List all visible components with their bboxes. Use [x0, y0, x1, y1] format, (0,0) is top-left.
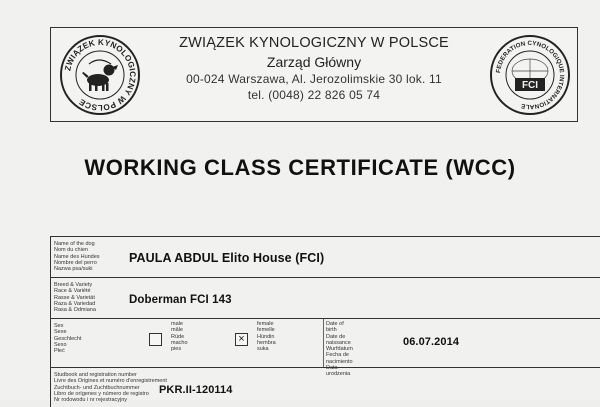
- breed-row: [50, 277, 600, 318]
- organization-name: ZWIĄZEK KYNOLOGICZNY W POLSCE: [179, 35, 449, 51]
- studbook-value: PKR.II-120114: [159, 384, 233, 396]
- studbook-labels: Studbook and registration number Livre des Origines et numéro d'enregistrement Zuchtbuch- und Zuchtbuchnummer Libro de orígenes y número de registro Nr rodowodu i nr rejestracyjny: [54, 372, 167, 404]
- organization-phone: tel. (0048) 22 826 05 74: [247, 88, 381, 102]
- male-checkbox[interactable]: [149, 333, 162, 346]
- header-box: [50, 27, 578, 122]
- organization-address: 00-024 Warszawa, Al. Jerozolimskie 30 lok. 11: [186, 72, 442, 86]
- breed-labels: Breed & Variety Race & Variété Rasse & Varietät Raza & Variedad Rasa & Odmiana: [54, 282, 96, 314]
- fci-seal-icon: [489, 34, 571, 116]
- certificate-title: WORKING CLASS CERTIFICATE (WCC): [84, 155, 516, 180]
- breed-value: Doberman FCI 143: [129, 294, 232, 306]
- dog-name-labels: Name of the dog Nom du chien Name des Hundes Nombre del perro Nazwa psa/suki: [54, 241, 100, 273]
- female-checkbox[interactable]: ×: [235, 333, 248, 346]
- male-option-labels: male mâle Rüde macho pies: [171, 321, 188, 353]
- dob-value: 06.07.2014: [403, 336, 460, 348]
- organization-block: [151, 34, 477, 103]
- female-option-labels: female femelle Hündin hembra suka: [257, 321, 276, 353]
- dob-labels: Date of birth Date de naissance Wurfdatum Fecha de nacimiento Data urodzenia: [326, 321, 353, 378]
- dog-name-row: [50, 236, 600, 277]
- sex-labels: Sex Sexe Geschlecht Sexo Płeć: [54, 323, 82, 355]
- organization-subtitle: Zarząd Główny: [266, 54, 362, 70]
- studbook-row: [50, 367, 600, 407]
- sex-dob-separator: [323, 319, 324, 367]
- svg-text:FEDERATION CYNOLOGIQUE INTERNA: FEDERATION CYNOLOGIQUE INTERNATIONALE: [495, 39, 566, 111]
- sex-dob-row: [50, 318, 600, 378]
- svg-text:ZWIĄZEK KYNOLOGICZNY W POLSCE: ZWIĄZEK KYNOLOGICZNY W POLSCE: [63, 37, 138, 113]
- zkwp-seal-icon: [59, 34, 141, 116]
- svg-text:FCI: FCI: [521, 80, 539, 91]
- dog-name-value: PAULA ABDUL Elito House (FCI): [129, 251, 325, 265]
